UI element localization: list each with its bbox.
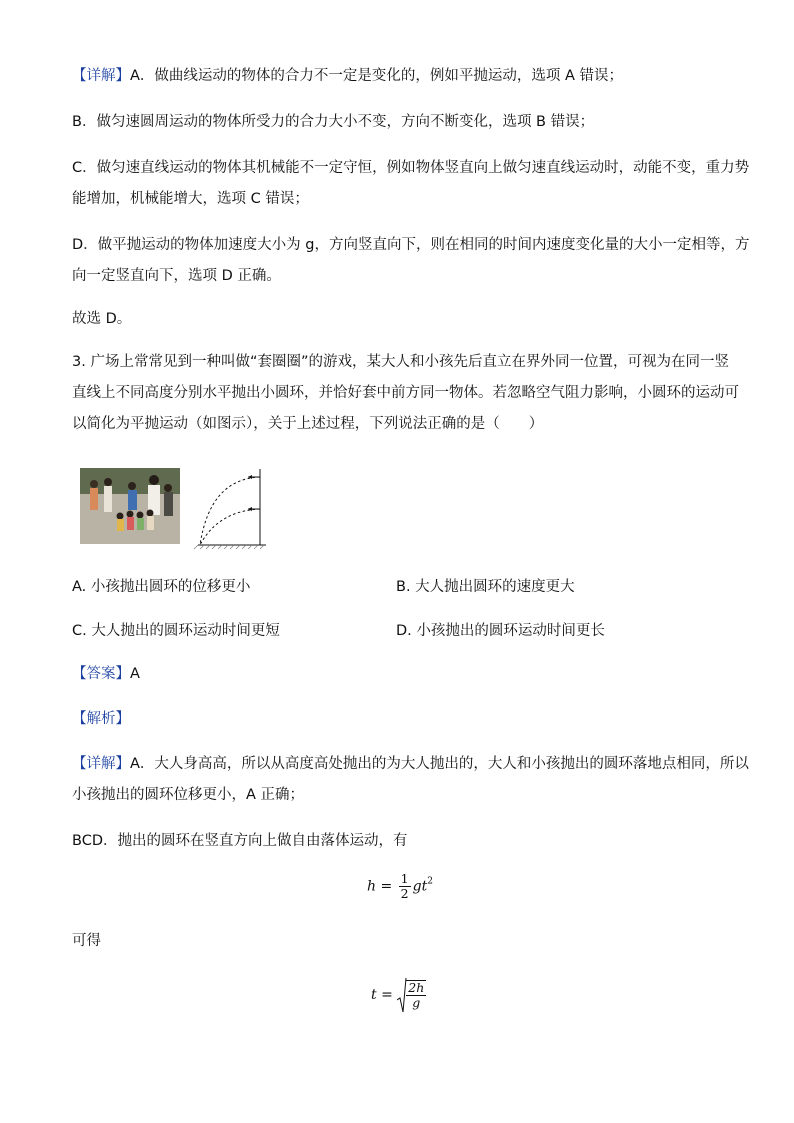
formula-height (367, 872, 433, 901)
derive-label: 可得 (72, 933, 101, 949)
option-b: B. 大人抛出圆环的速度更大 (396, 579, 575, 595)
option-d: D. 小孩抛出的圆环运动时间更长 (396, 623, 605, 639)
formula2-eq: = (381, 987, 393, 1003)
q3-detail-line1 (72, 754, 749, 774)
q3-detail-text: A．大人身高高，所以从高度高处抛出的为大人抛出的，大人和小孩抛出的圆环落地点相同，所以 (130, 756, 749, 772)
formula2-num: 2h (408, 980, 425, 995)
bcd-line: BCD．抛出的圆环在竖直方向上做自由落体运动，有 (72, 833, 408, 849)
formula1-eq: = (380, 878, 393, 895)
formula1-rhs: gt (412, 878, 428, 895)
analysis-label: 【解析】 (72, 711, 130, 727)
q3-detail-line2: 小孩抛出的圆环位移更小，A 正确； (72, 787, 305, 803)
explanation-a-text: A．做曲线运动的物体的合力不一定是变化的，例如平抛运动，选项 A 错误； (130, 68, 624, 84)
formula-time (371, 980, 426, 1010)
formula1-sup: 2 (427, 876, 433, 887)
explanation-line-d2: 向一定竖直向下，选项 D 正确。 (72, 268, 281, 284)
formula1-num: 1 (400, 871, 409, 886)
q3-stem-line3: 以简化为平抛运动（如图示），关于上述过程，下列说法正确的是（ ） (72, 416, 544, 432)
q3-detail-bracket: 【详解】 (72, 756, 130, 772)
trajectory-diagram (190, 465, 270, 550)
explanation-line-c1: C．做匀速直线运动的物体其机械能不一定守恒，例如物体竖直向上做匀速直线运动时，动能不变，重力势 (72, 160, 750, 176)
explanation-line-a (72, 66, 623, 86)
option-c: C. 大人抛出的圆环运动时间更短 (72, 623, 280, 639)
ring-toss-photo (80, 468, 180, 544)
formula1-lhs: h (367, 878, 377, 895)
formula2-sqrt (397, 980, 426, 1010)
explanation-line-c2: 能增加，机械能增大，选项 C 错误； (72, 191, 309, 207)
q3-stem-line1: 3. 广场上常常见到一种叫做“套圈圈”的游戏，某大人和小孩先后直立在界外同一位置，可视为在同一竖 (72, 354, 729, 370)
formula1-fraction (399, 872, 411, 901)
explanation-line-d1: D．做平抛运动的物体加速度大小为 g，方向竖直向下，则在相同的时间内速度变化量的大小一定相等，方 (72, 237, 750, 253)
conclusion-q2: 故选 D。 (72, 311, 132, 327)
formula2-lhs: t (371, 987, 377, 1003)
explanation-line-b: B．做匀速圆周运动的物体所受力的合力大小不变，方向不断变化，选项 B 错误； (72, 114, 595, 130)
option-a: A. 小孩抛出圆环的位移更小 (72, 579, 251, 595)
formula1-den: 2 (400, 886, 409, 901)
formula2-fraction (406, 980, 426, 1010)
answer-bracket: 【答案】 (72, 666, 130, 682)
q3-stem-line2: 直线上不同高度分别水平抛出小圆环，并恰好套中前方同一物体。若忽略空气阻力影响，小圆环的运动可 (72, 385, 739, 401)
formula2-den: g (412, 995, 421, 1010)
answer-value: A (130, 666, 140, 682)
answer-line (72, 664, 140, 684)
detail-bracket: 【详解】 (72, 68, 130, 84)
